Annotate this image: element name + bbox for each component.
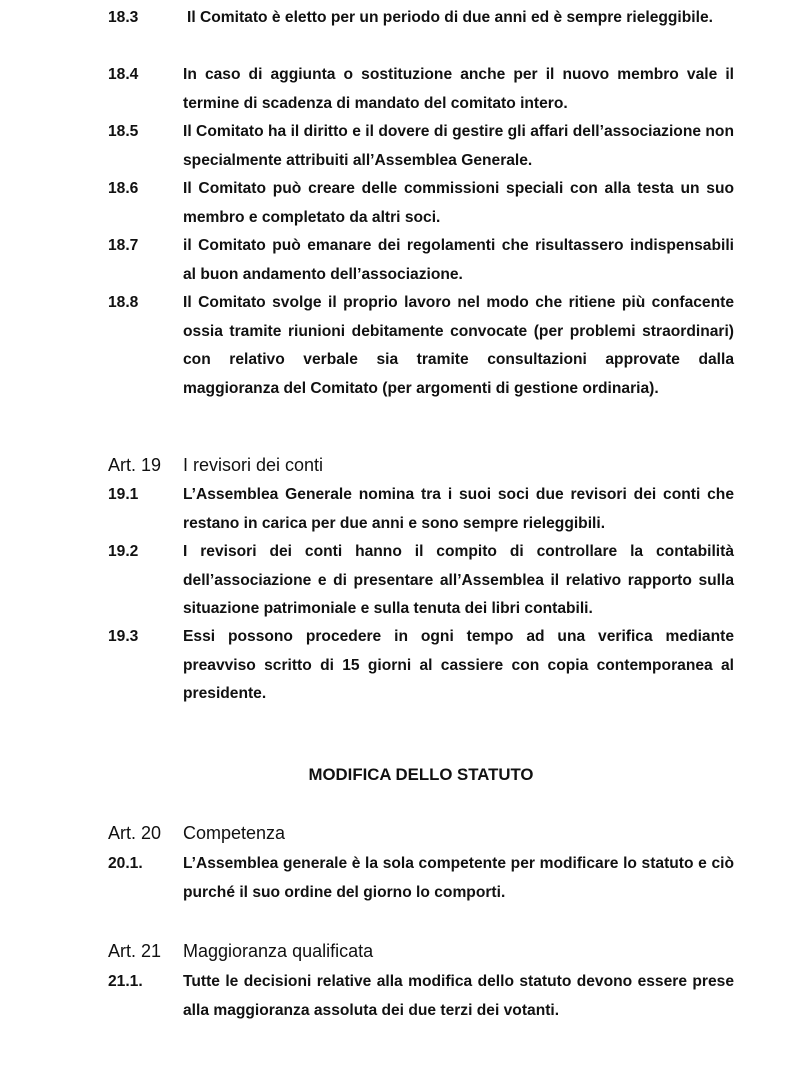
clause-number: 18.4 (108, 66, 139, 83)
article-21-heading (108, 939, 734, 963)
clause-number: 18.8 (108, 294, 139, 311)
clause-text: Il Comitato svolge il proprio lavoro nel modo che ritiene più confacente ossia tramite riunioni debitamente convocate (per problemi straordinari) con relativo verbale sia tramite consultazioni approvate dalla maggioranza del Comitato (per argomenti di gestione ordinaria). (183, 294, 734, 397)
clause-18-5 (108, 118, 734, 175)
article-19-heading (108, 453, 734, 477)
clause-text: il Comitato può emanare dei regolamenti che risultassero indispensabili al buon andamento dell’associazione. (183, 237, 734, 283)
clause-number: 20.1. (108, 855, 143, 872)
clause-text: Il Comitato è eletto per un periodo di due anni ed è sempre rieleggibile. (187, 9, 713, 26)
article-number: Art. 19 (108, 455, 162, 475)
clause-text: Tutte le decisioni relative alla modifica dello statuto devono essere prese alla maggioranza assoluta dei due terzi dei votanti. (183, 973, 734, 1019)
clause-18-7 (108, 232, 734, 289)
clause-number: 18.6 (108, 180, 139, 197)
clause-text: L’Assemblea generale è la sola competente per modificare lo statuto e ciò purché il suo ordine del giorno lo comporti. (183, 855, 734, 901)
article-title: Competenza (183, 823, 286, 843)
clause-text: Il Comitato può creare delle commissioni speciali con alla testa un suo membro e completato da altri soci. (183, 180, 734, 226)
clause-number: 19.2 (108, 543, 139, 560)
article-20-heading (108, 821, 734, 845)
clause-number: 21.1. (108, 973, 143, 990)
clause-text: I revisori dei conti hanno il compito di controllare la contabilità dell’associazione e di presentare all’Assemblea il relativo rapporto sulla situazione patrimoniale e sulla tenuta dei libri contabili. (183, 543, 734, 618)
clause-number: 18.5 (108, 123, 139, 140)
article-number: Art. 20 (108, 823, 162, 843)
clause-text: Essi possono procedere in ogni tempo ad una verifica mediante preavviso scritto di 15 giorni al cassiere con copia contemporanea al presidente. (183, 628, 734, 703)
article-number: Art. 21 (108, 941, 162, 961)
clause-19-2 (108, 538, 734, 624)
clause-text: In caso di aggiunta o sostituzione anche per il nuovo membro vale il termine di scadenza di mandato del comitato intero. (183, 66, 734, 112)
article-title: Maggioranza qualificata (183, 941, 374, 961)
clause-19-1 (108, 481, 734, 538)
clause-number: 19.1 (108, 486, 139, 503)
clause-text: Il Comitato ha il diritto e il dovere di gestire gli affari dell’associazione non specialmente attribuiti all’Assemblea Generale. (183, 123, 734, 169)
clause-number: 18.3 (108, 9, 139, 26)
clause-21-1 (108, 968, 734, 1025)
clause-text: L’Assemblea Generale nomina tra i suoi soci due revisori dei conti che restano in carica per due anni e sono sempre rieleggibili. (183, 486, 734, 532)
article-title: I revisori dei conti (183, 455, 324, 475)
clause-18-3 (108, 4, 734, 33)
clause-18-6 (108, 175, 734, 232)
section-title: MODIFICA DELLO STATUTO (308, 765, 534, 784)
clause-18-8 (108, 289, 734, 403)
clause-number: 18.7 (108, 237, 139, 254)
clause-20-1 (108, 850, 734, 907)
clause-19-3 (108, 623, 734, 709)
clause-18-4 (108, 61, 734, 118)
clause-number: 19.3 (108, 628, 139, 645)
